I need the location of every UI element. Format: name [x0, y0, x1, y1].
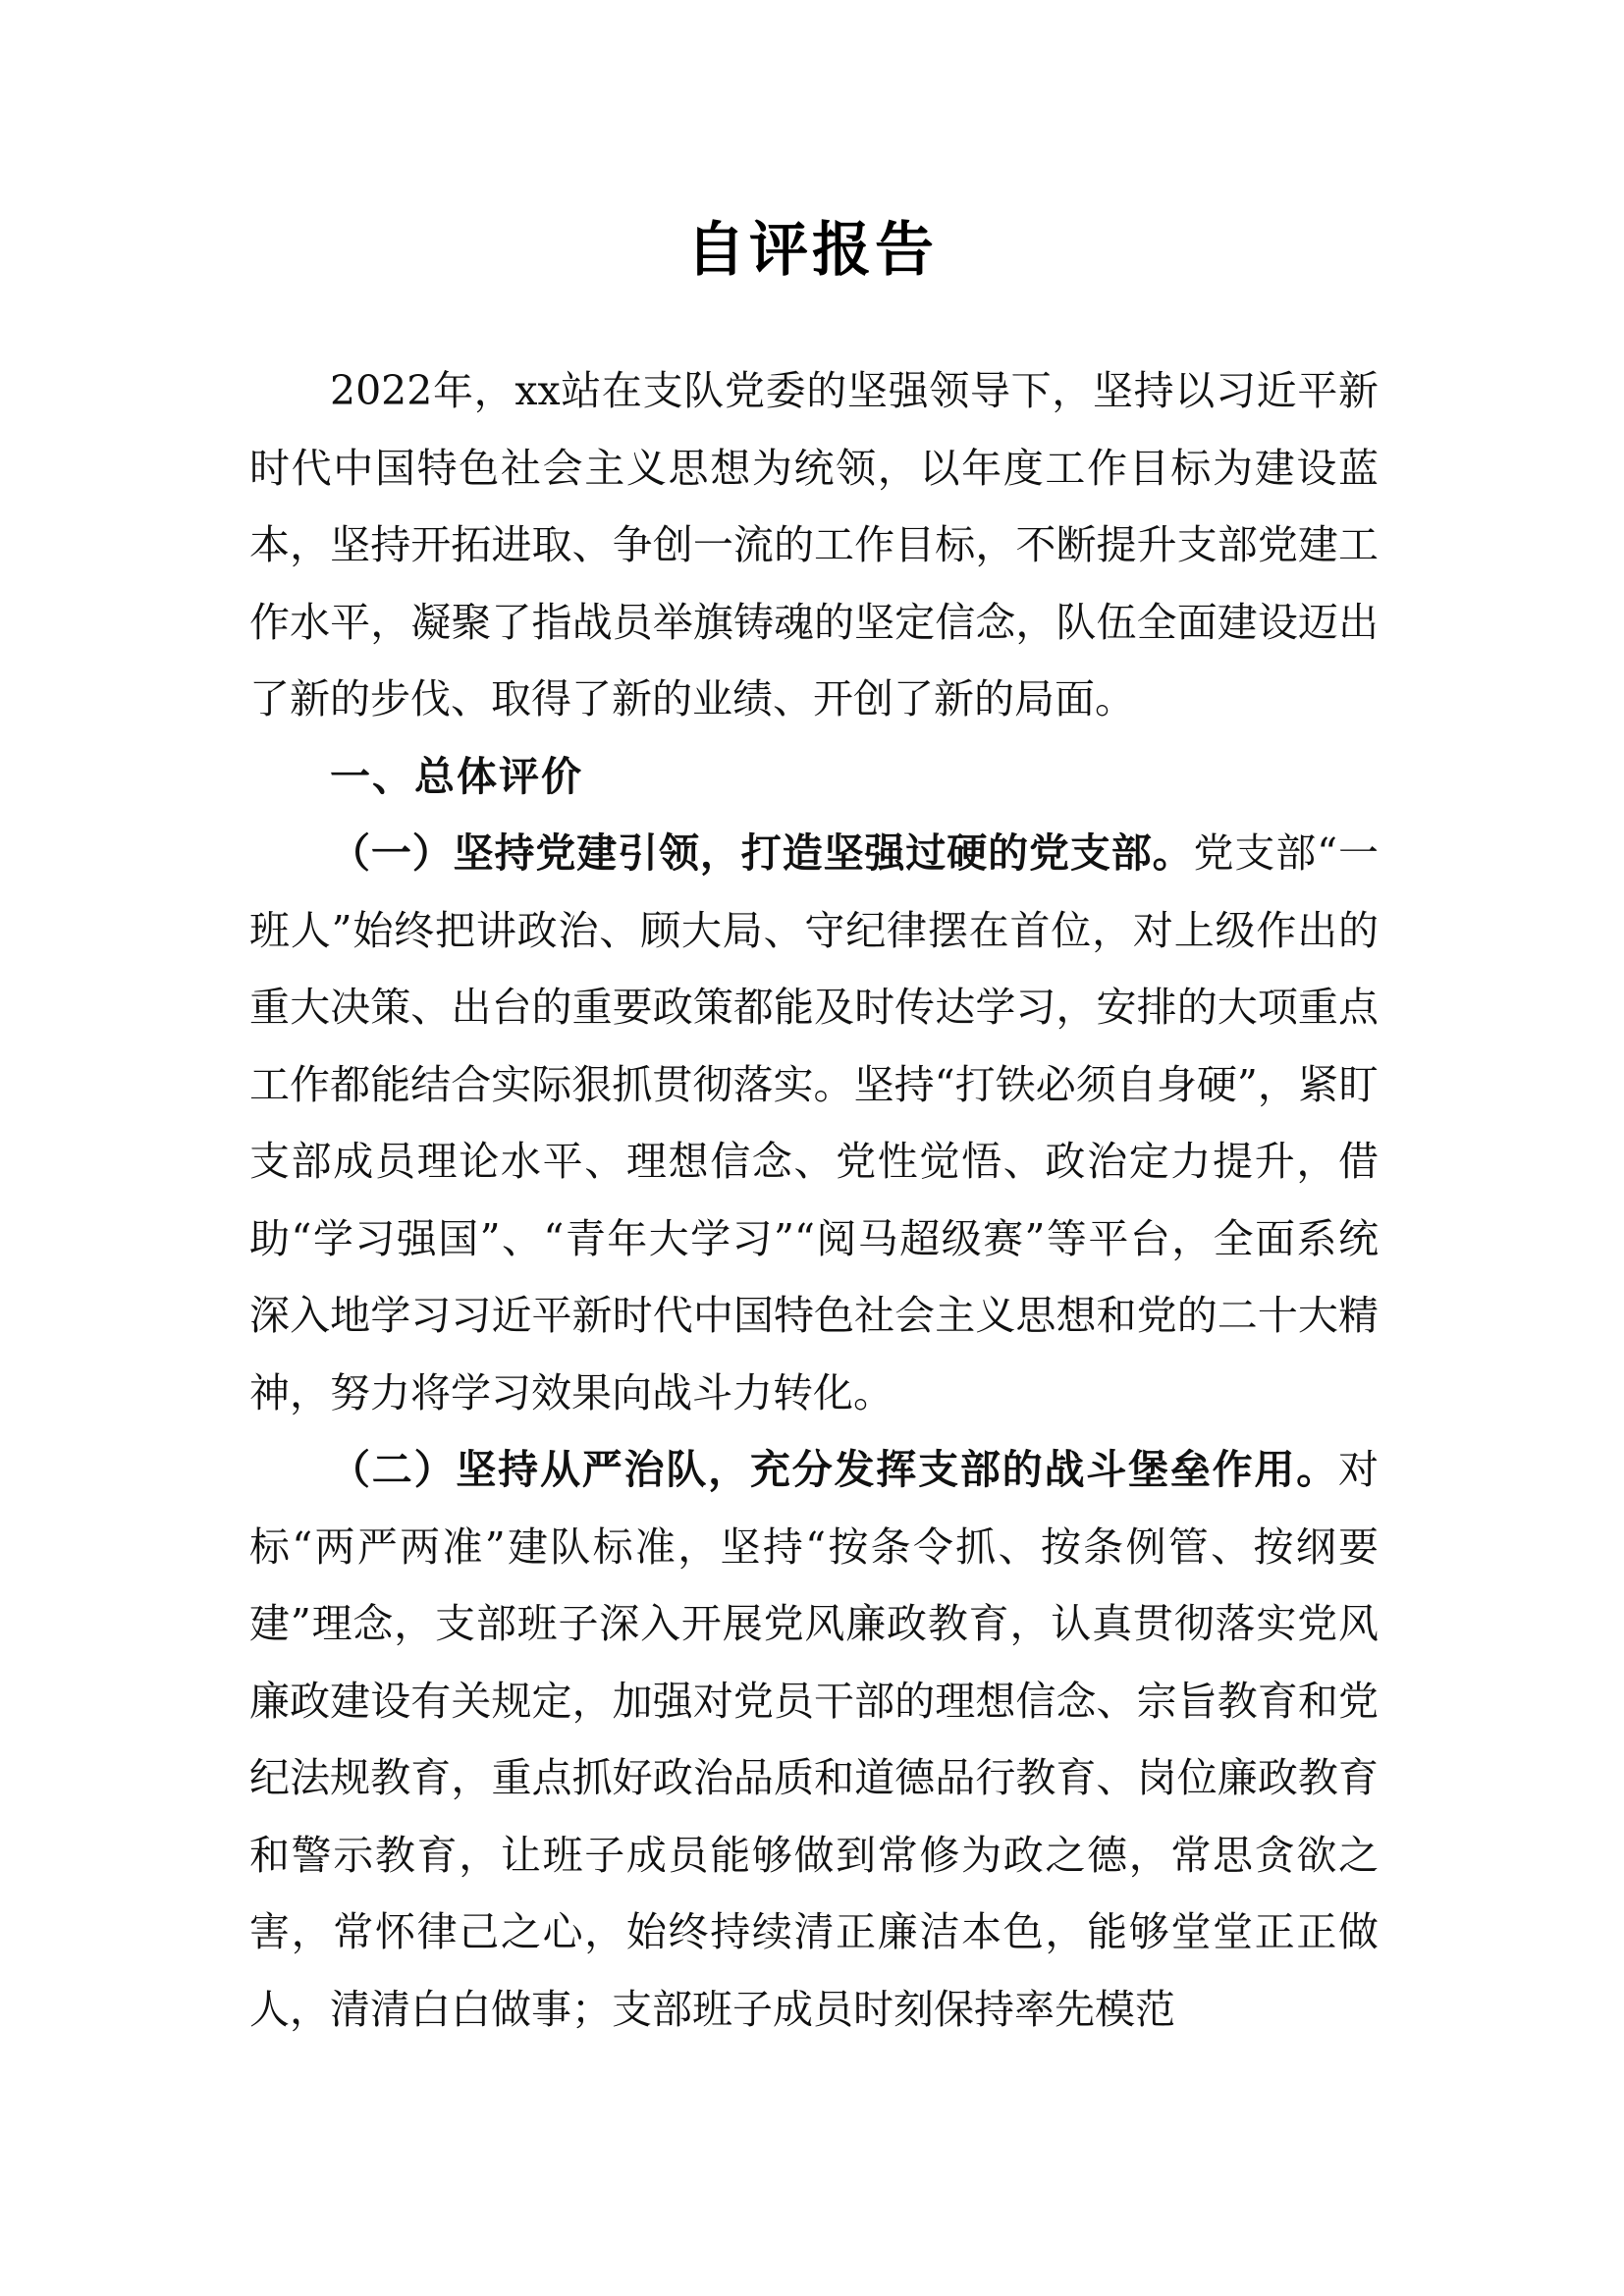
paragraph-lead: （二）坚持从严治队，充分发挥支部的战斗堡垒作用。: [330, 1446, 1338, 1493]
section-paragraph-1: [249, 815, 1379, 1431]
section-paragraph-2: [249, 1431, 1379, 2048]
paragraph-text: 对标“两严两准”建队标准，坚持“按条令抓、按条例管、按纲要建”理念，支部班子深入开展党风廉政教育，认真贯彻落实党风廉政建设有关规定，加强对党员干部的理想信念、宗旨教育和党纪法规教育，重点抓好政治品质和道德品行教育、岗位廉政教育和警示教育，让班子成员能够做到常修为政之德，常思贪欲之害，常怀律己之心，始终持续清正廉洁本色，能够堂堂正正做人，清清白白做事；支部班子成员时刻保持率先模范: [249, 1446, 1379, 2033]
paragraph-lead: （一）坚持党建引领，打造坚强过硬的党支部。: [330, 829, 1194, 877]
paragraph-text: 党支部“一班人”始终把讲政治、顾大局、守纪律摆在首位，对上级作出的重大决策、出台的重要政策都能及时传达学习，安排的大项重点工作都能结合实际狠抓贯彻落实。坚持“打铁必须自身硬”，紧盯支部成员理论水平、理想信念、党性觉悟、政治定力提升，借助“学习强国”、“青年大学习”“阅马超级赛”等平台，全面系统深入地学习习近平新时代中国特色社会主义思想和党的二十大精神，努力将学习效果向战斗力转化。: [249, 829, 1380, 1416]
document-title: 自评报告: [686, 216, 938, 285]
section-heading: 一、总体评价: [330, 752, 583, 800]
intro-paragraph: 2022年，xx站在支队党委的坚强领导下，坚持以习近平新时代中国特色社会主义思想为统领，以年度工作目标为建设蓝本，坚持开拓进取、争创一流的工作目标，不断提升支部党建工作水平，凝聚了指战员举旗铸魂的坚定信念，队伍全面建设迈出了新的步伐、取得了新的业绩、开创了新的局面。: [249, 367, 1379, 722]
document-body: [249, 352, 1379, 2048]
